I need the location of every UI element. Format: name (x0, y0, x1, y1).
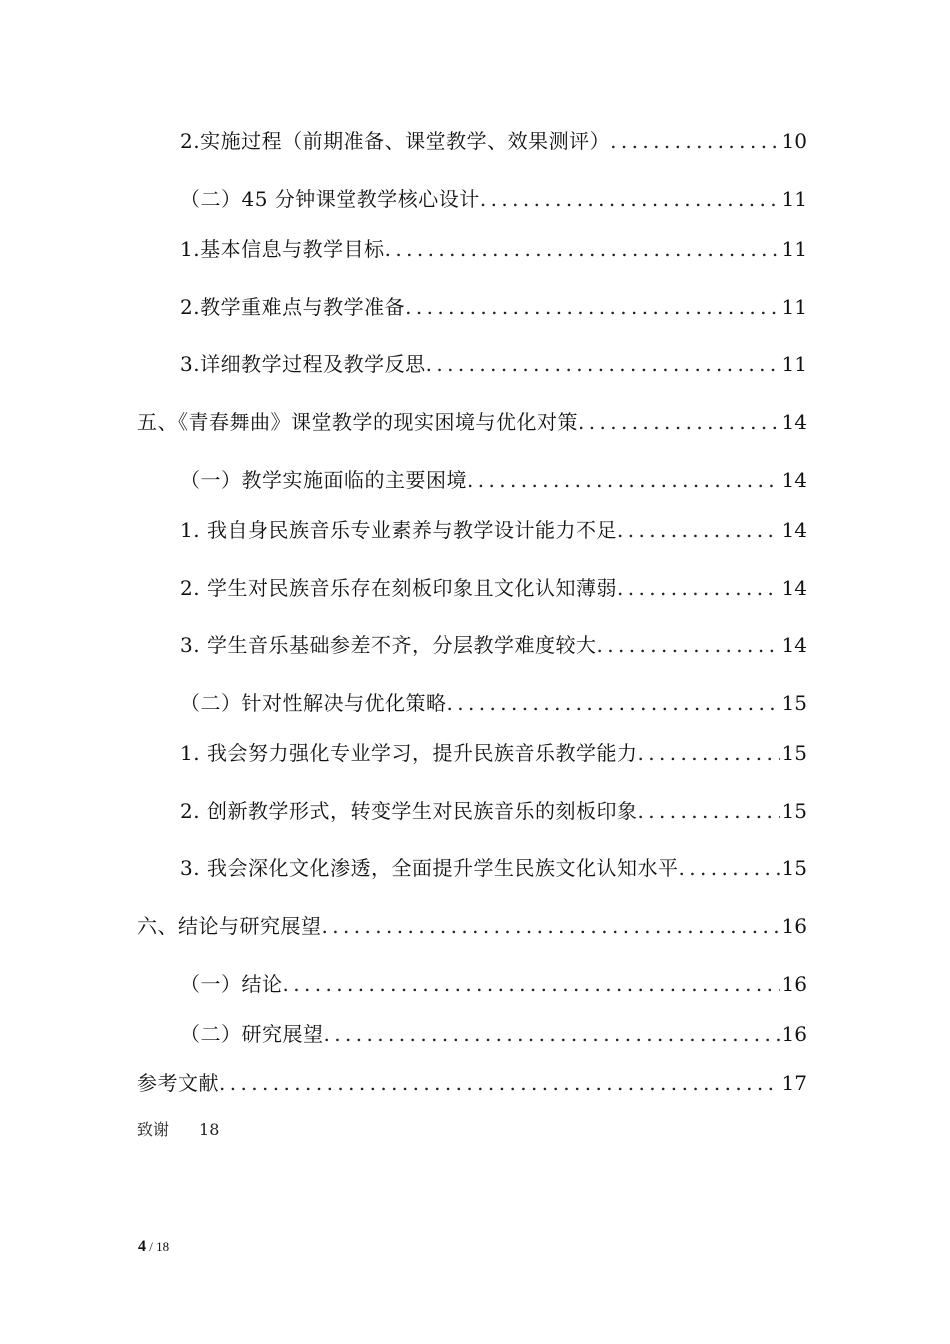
toc-entry-page: 15 (781, 741, 807, 765)
toc-entry-page: 14 (781, 410, 807, 434)
toc-dot-leader (596, 630, 779, 660)
total-page-count: 18 (156, 1239, 170, 1254)
toc-entry-title: 五、《青春舞曲》课堂教学的现实困境与优化对策 (137, 410, 578, 434)
toc-entry-title: 3. 我会深化文化渗透，全面提升学生民族文化认知水平 (180, 856, 679, 880)
toc-entry-title: 3. 学生音乐基础参差不齐，分层教学难度较大 (180, 633, 597, 657)
toc-entry-page: 11 (781, 187, 807, 211)
toc-entry[interactable] (180, 738, 807, 768)
toc-entry[interactable] (180, 349, 807, 379)
toc-entry-page: 16 (781, 1022, 807, 1046)
toc-entry-title: 2.教学重难点与教学准备 (180, 295, 406, 319)
toc-entry[interactable] (180, 796, 807, 826)
toc-entry-page: 15 (781, 691, 807, 715)
toc-entry[interactable] (180, 688, 807, 718)
toc-entry-page: 17 (781, 1071, 807, 1095)
toc-entry[interactable] (137, 911, 807, 941)
toc-entry-title: 1. 我自身民族音乐专业素养与教学设计能力不足 (180, 518, 617, 542)
toc-entry-page: 14 (781, 518, 807, 542)
toc-entry-title: （二）研究展望 (180, 1022, 324, 1046)
toc-entry-title: 3.详细教学过程及教学反思 (180, 352, 426, 376)
toc-entry-acknowledgement[interactable] (137, 1118, 219, 1142)
toc-entry-title: 参考文献 (137, 1071, 219, 1095)
toc-entry-page: 11 (781, 237, 807, 261)
toc-dot-leader (578, 407, 780, 437)
toc-entry-page: 11 (781, 352, 807, 376)
toc-dot-leader (637, 796, 779, 826)
toc-dot-leader (426, 349, 780, 379)
toc-dot-leader (480, 184, 780, 214)
toc-entry[interactable] (180, 969, 807, 999)
toc-entry-page: 15 (781, 856, 807, 880)
page-number (138, 1238, 169, 1256)
toc-entry-page: 15 (781, 799, 807, 823)
toc-entry[interactable] (180, 292, 807, 322)
toc-entry-title: 2. 创新教学形式，转变学生对民族音乐的刻板印象 (180, 799, 638, 823)
toc-entry-page: 16 (781, 972, 807, 996)
toc-entry[interactable] (180, 184, 807, 214)
page-separator: / (146, 1239, 157, 1254)
toc-entry-title: 2. 学生对民族音乐存在刻板印象且文化认知薄弱 (180, 576, 617, 600)
toc-entry-title: 致谢 (137, 1120, 170, 1139)
toc-entry[interactable] (180, 234, 807, 264)
toc-dot-leader (405, 292, 779, 322)
toc-entry-page: 14 (781, 576, 807, 600)
toc-entry-page: 14 (781, 468, 807, 492)
toc-dot-leader (467, 465, 780, 495)
toc-dot-leader (322, 911, 780, 941)
current-page-number: 4 (138, 1238, 146, 1255)
toc-entry[interactable] (180, 630, 807, 660)
toc-dot-leader (283, 969, 780, 999)
toc-entry-page: 14 (781, 633, 807, 657)
toc-entry-page: 16 (781, 914, 807, 938)
toc-dot-leader (324, 1019, 780, 1049)
toc-entry-page: 10 (781, 129, 807, 153)
toc-dot-leader (617, 515, 780, 545)
toc-entry-title: 2.实施过程（前期准备、课堂教学、效果测评） (180, 129, 611, 153)
toc-entry[interactable] (180, 515, 807, 545)
toc-entry[interactable] (137, 407, 807, 437)
toc-dot-leader (637, 738, 779, 768)
toc-entry-page: 18 (199, 1120, 220, 1139)
toc-dot-leader (219, 1068, 780, 1098)
toc-dot-leader (447, 688, 780, 718)
toc-entry-title: （二）针对性解决与优化策略 (180, 691, 447, 715)
toc-entry[interactable] (180, 573, 807, 603)
toc-entry-page: 11 (781, 295, 807, 319)
toc-entry-title: （二）45 分钟课堂教学核心设计 (180, 187, 480, 211)
toc-entry-title: 1. 我会努力强化专业学习，提升民族音乐教学能力 (180, 741, 638, 765)
toc-entry[interactable] (180, 465, 807, 495)
toc-dot-leader (385, 234, 780, 264)
toc-dot-leader (610, 126, 779, 156)
toc-entry[interactable] (180, 853, 807, 883)
toc-entry[interactable] (180, 126, 807, 156)
toc-dot-leader (617, 573, 780, 603)
toc-entry-title: （一）教学实施面临的主要困境 (180, 468, 467, 492)
toc-entry-title: 六、结论与研究展望 (137, 914, 322, 938)
toc-entry[interactable] (180, 1019, 807, 1049)
toc-entry[interactable] (137, 1068, 807, 1098)
toc-entry-title: （一）结论 (180, 972, 283, 996)
toc-dot-leader (678, 853, 779, 883)
toc-entry-title: 1.基本信息与教学目标 (180, 237, 385, 261)
